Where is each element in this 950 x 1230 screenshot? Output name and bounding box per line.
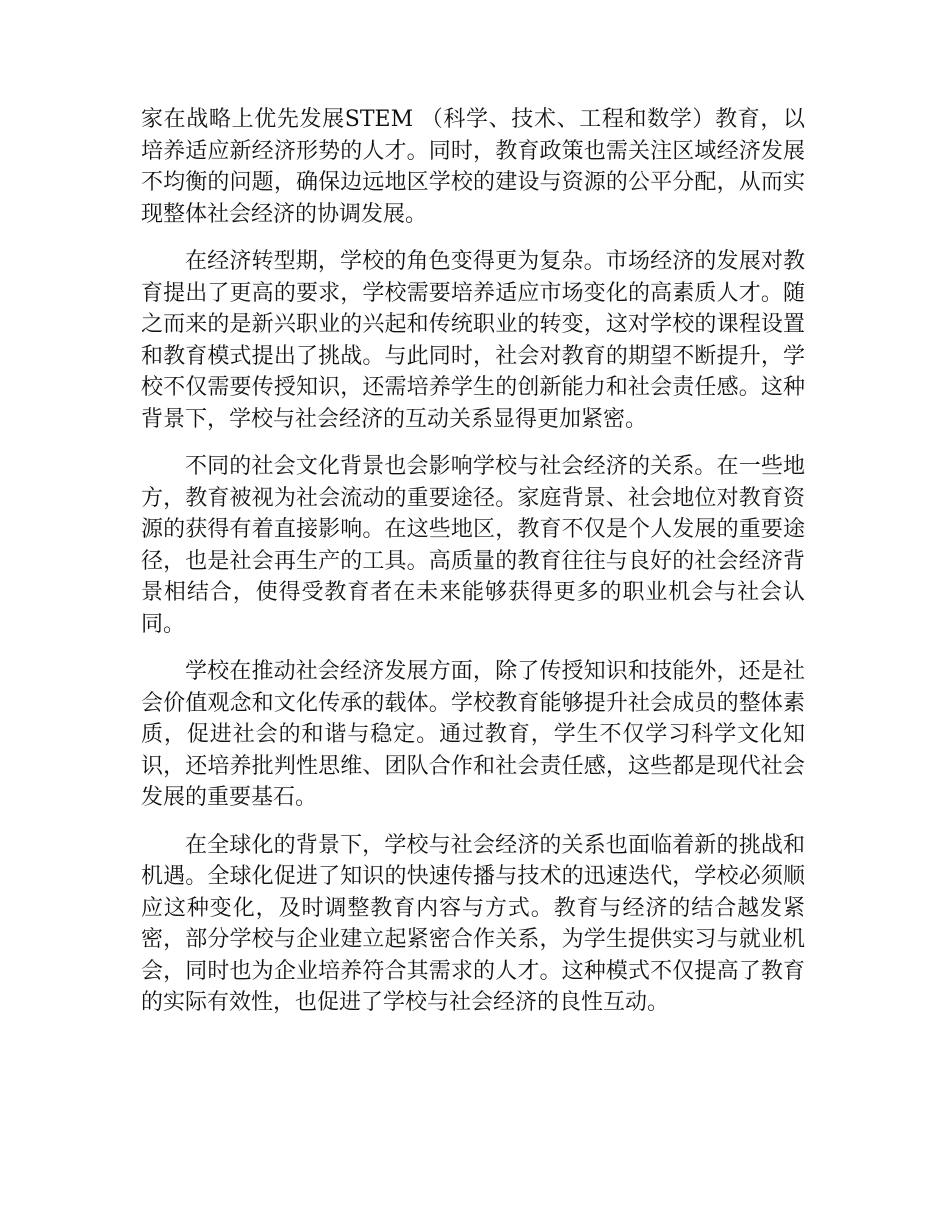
paragraph-4: 学校在推动社会经济发展方面，除了传授知识和技能外，还是社会价值观念和文化传承的载体。学校教育能够提升社会成员的整体素质，促进社会的和谐与稳定。通过教育，学生不仅学习科学文化知识，还培养批判性思维、团队合作和社会责任感，这些都是现代社会发展的重要基石。 <box>141 659 805 810</box>
paragraph-5: 在全球化的背景下，学校与社会经济的关系也面临着新的挑战和机遇。全球化促进了知识的快速传播与技术的迅速迭代，学校必须顺应这种变化，及时调整教育内容与方式。教育与经济的结合越发紧密，部分学校与企业建立起紧密合作关系，为学生提供实习与就业机会，同时也为企业培养符合其需求的人才。这种模式不仅提高了教育的实际有效性，也促进了学校与社会经济的良性互动。 <box>141 832 805 1015</box>
paragraph-2: 在经济转型期，学校的角色变得更为复杂。市场经济的发展对教育提出了更高的要求，学校需要培养适应市场变化的高素质人才。随之而来的是新兴职业的兴起和传统职业的转变，这对学校的课程设置和教育模式提出了挑战。与此同时，社会对教育的期望不断提升，学校不仅需要传授知识，还需培养学生的创新能力和社会责任感。这种背景下，学校与社会经济的互动关系显得更加紧密。 <box>141 249 805 432</box>
document-page <box>141 104 805 1035</box>
paragraph-3: 不同的社会文化背景也会影响学校与社会经济的关系。在一些地方，教育被视为社会流动的重要途径。家庭背景、社会地位对教育资源的获得有着直接影响。在这些地区，教育不仅是个人发展的重要途径，也是社会再生产的工具。高质量的教育往往与良好的社会经济背景相结合，使得受教育者在未来能够获得更多的职业机会与社会认同。 <box>141 454 805 637</box>
paragraph-1: 家在战略上优先发展STEM （科学、技术、工程和数学）教育，以培养适应新经济形势的人才。同时，教育政策也需关注区域经济发展不均衡的问题，确保边远地区学校的建设与资源的公平分配，从而实现整体社会经济的协调发展。 <box>141 107 805 227</box>
